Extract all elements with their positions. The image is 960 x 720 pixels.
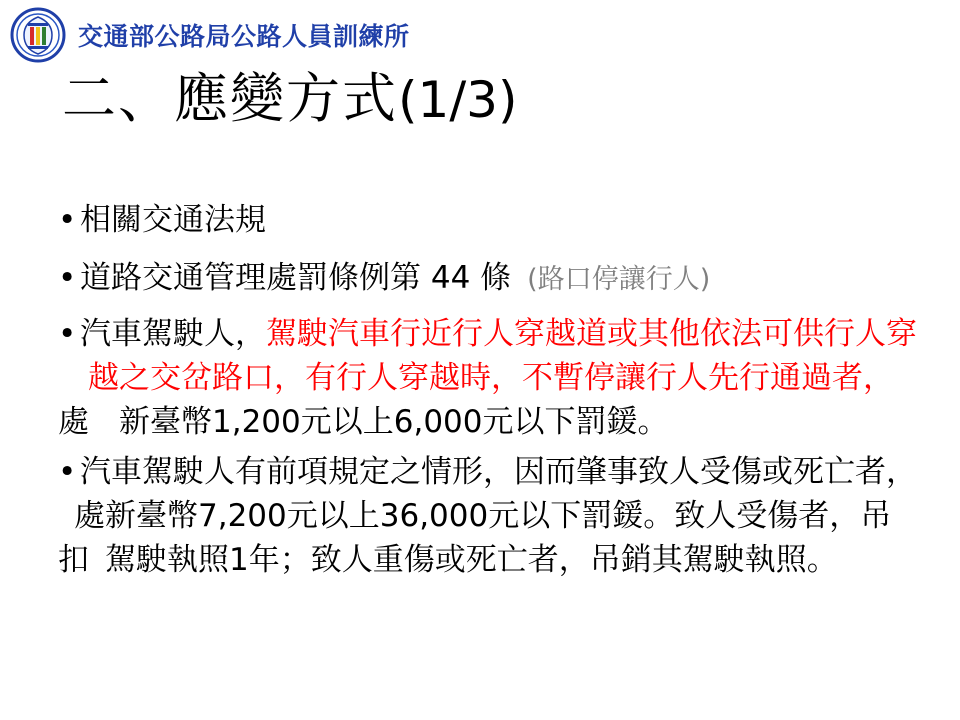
slide-body [58, 198, 918, 582]
bullet-marker: • [58, 316, 77, 353]
agency-emblem-icon [10, 7, 66, 63]
list-item-text-b: 處新臺幣7,200元以上36,000元以下罰鍰。致人受傷者，吊扣 [58, 498, 892, 579]
list-item-text-a: 汽車駕駛人有前項規定之情形，因而肇事致人受傷或死亡者， [80, 454, 917, 491]
list-item-text-highlight-a: 駕駛汽車行近行人穿越道或其他依法可供行人穿 [266, 316, 917, 353]
page-title-pagination: (1/3) [398, 71, 518, 129]
list-item-text-mid: 處 [58, 404, 89, 441]
list-item-text-tail: 新臺幣1,200元以上6,000元以下罰鍰。 [119, 404, 669, 441]
list-item [58, 256, 918, 300]
list-item [58, 450, 918, 582]
bullet-marker: • [58, 260, 77, 297]
bullet-marker: • [58, 454, 77, 491]
bullet-marker: • [58, 202, 77, 238]
list-item-note: (路口停讓行人) [527, 264, 711, 296]
list-item-text-c: 駕駛執照1年；致人重傷或死亡者，吊銷其駕駛執照。 [105, 542, 838, 579]
list-item-text-lead: 汽車駕駛人， [80, 316, 266, 353]
list-item [58, 312, 918, 444]
page-title [62, 68, 517, 130]
page-title-text: 二、應變方式 [62, 67, 398, 130]
list-item [58, 198, 918, 242]
list-item-text: 相關交通法規 [80, 202, 266, 238]
list-item-text: 道路交通管理處罰條例第 44 條 [80, 260, 512, 297]
organization-title: 交通部公路局公路人員訓練所 [78, 22, 410, 51]
slide-header [10, 8, 410, 62]
list-item-text-highlight-b: 越之交岔路口，有行人穿越時，不暫停讓行人先行通過者， [88, 360, 894, 397]
